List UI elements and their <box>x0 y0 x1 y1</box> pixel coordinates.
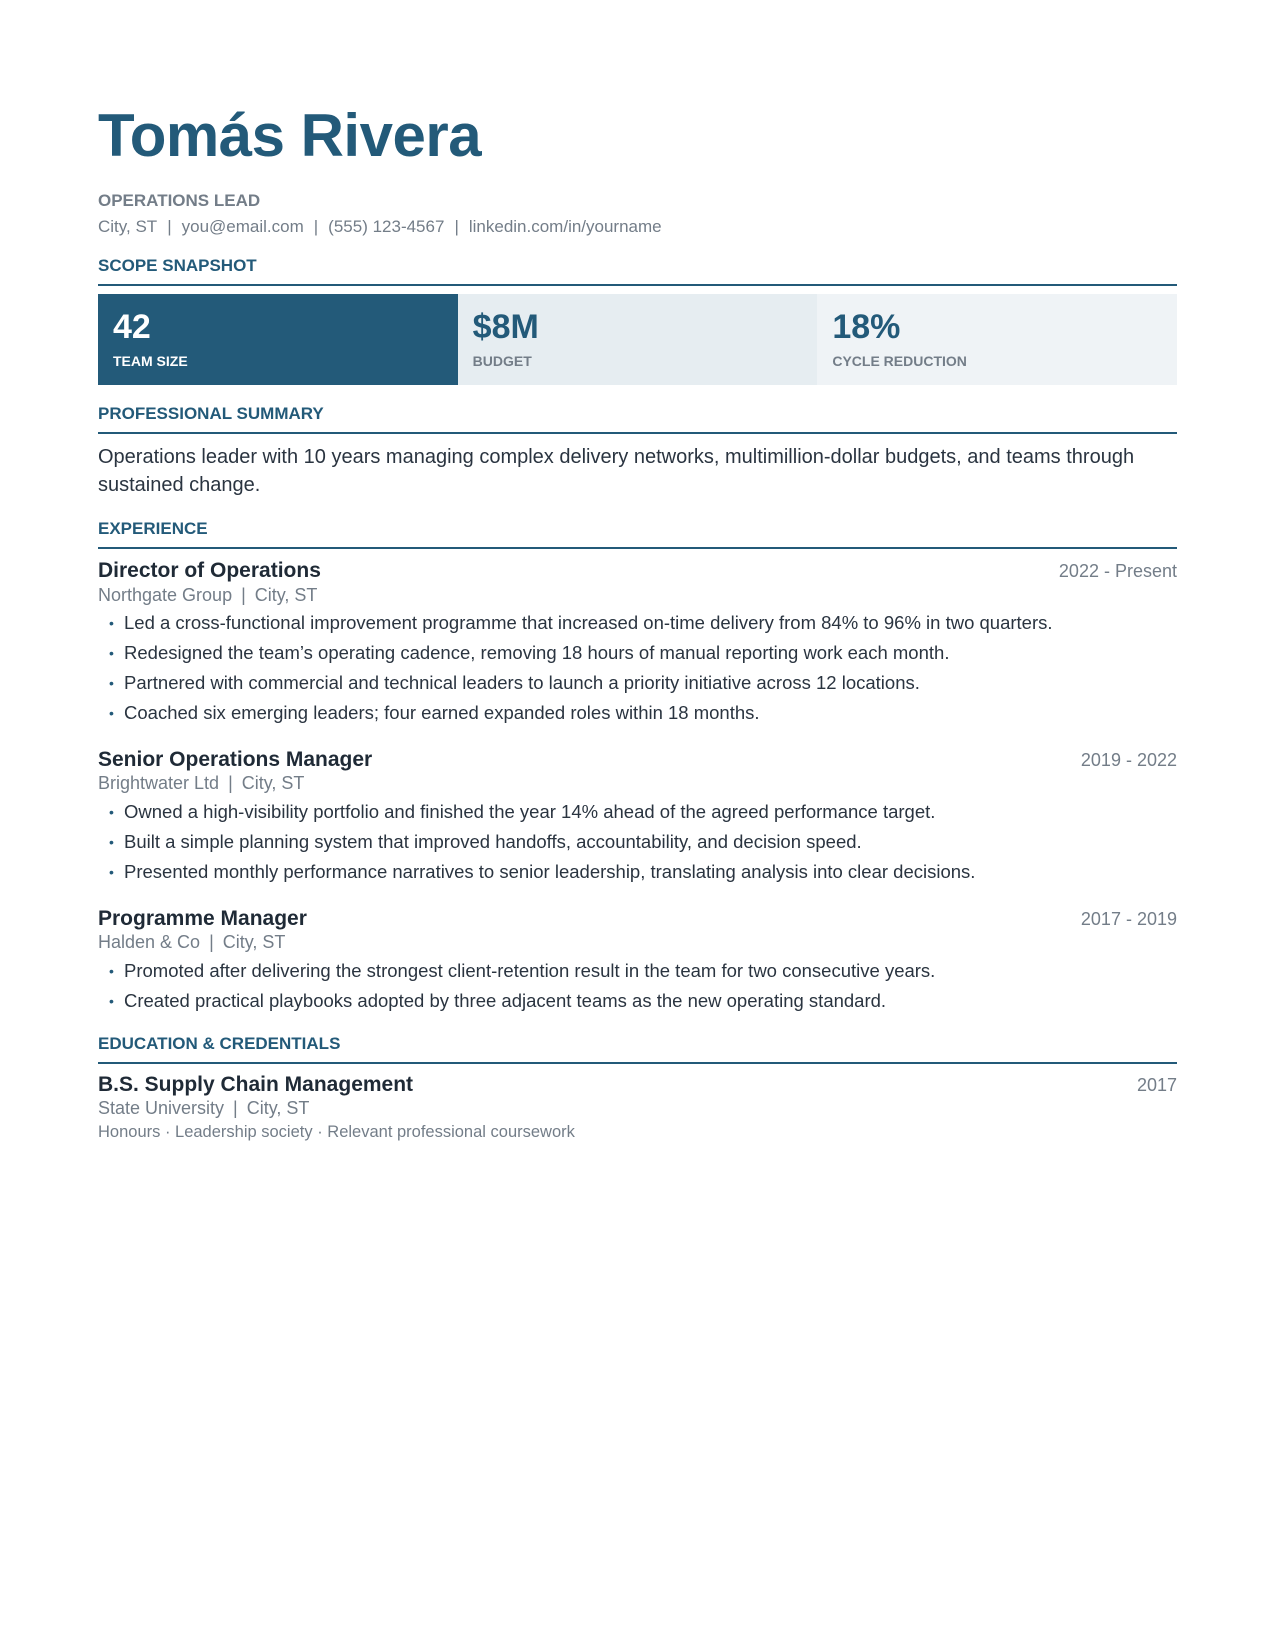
org-separator: | <box>233 1097 238 1118</box>
school-location: City, ST <box>246 1097 310 1118</box>
bullet-item <box>98 857 1177 887</box>
job-entry <box>98 558 1177 728</box>
job-header <box>98 558 1177 583</box>
contact-separator: | <box>167 217 172 236</box>
contact-separator: | <box>313 217 319 236</box>
contact-line <box>98 217 1177 237</box>
org-separator: | <box>241 584 246 605</box>
job-title: Programme Manager <box>98 906 307 930</box>
job-title: Director of Operations <box>98 559 321 583</box>
stat-team-size <box>98 294 458 385</box>
bullet-item <box>98 827 1177 857</box>
bullet-text: Owned a high-visibility portfolio and finished the year 14% ahead of the agreed performance target. <box>124 800 936 822</box>
education-year: 2017 <box>1136 1074 1177 1095</box>
bullet-item <box>98 638 1177 668</box>
education-school-line <box>98 1098 1177 1120</box>
contact-phone: (555) 123-4567 <box>328 217 445 236</box>
job-header <box>98 747 1177 772</box>
resume-content <box>98 92 1177 1142</box>
section-title: PROFESSIONAL SUMMARY <box>98 405 1177 434</box>
bullet-item <box>98 797 1177 827</box>
job-bullets <box>98 797 1177 887</box>
degree-title: B.S. Supply Chain Management <box>98 1072 414 1096</box>
job-entry <box>98 747 1177 887</box>
summary-text: Operations leader with 10 years managing complex delivery networks, multimillion-dollar budgets, and teams through sustained change. <box>98 446 1135 497</box>
job-company: Northgate Group <box>98 584 233 605</box>
scope-stats <box>98 294 1177 385</box>
job-entry <box>98 906 1177 1016</box>
bullet-dot-icon: • <box>109 962 114 979</box>
job-company: Halden & Co <box>98 932 201 953</box>
stat-value: 42 <box>113 308 151 347</box>
stat-value: $8M <box>472 308 539 347</box>
contact-location: City, ST <box>98 217 158 236</box>
bullet-item <box>98 608 1177 638</box>
bullet-text: Promoted after delivering the strongest client-retention result in the team for two consecutive years. <box>124 959 936 981</box>
job-header <box>98 906 1177 931</box>
job-organization <box>98 773 1177 795</box>
stat-value: 18% <box>832 308 901 347</box>
education-notes: Honours · Leadership society · Relevant professional coursework <box>98 1122 575 1141</box>
job-bullets <box>98 608 1177 728</box>
bullet-item <box>98 956 1177 986</box>
contact-linkedin[interactable]: linkedin.com/in/yourname <box>468 217 662 236</box>
bullet-item <box>98 986 1177 1016</box>
school-name: State University <box>98 1097 225 1118</box>
bullet-text: Led a cross-functional improvement programme that increased on-time delivery from 84% to 96% in two quarters. <box>124 612 1053 634</box>
job-bullets <box>98 956 1177 1016</box>
bullet-text: Built a simple planning system that improved handoffs, accountability, and decision speed. <box>124 830 862 852</box>
org-separator: | <box>228 773 233 794</box>
bullet-text: Redesigned the team’s operating cadence, removing 18 hours of manual reporting work each month. <box>124 642 950 664</box>
bullet-dot-icon: • <box>109 675 114 692</box>
scope-snapshot-section <box>98 257 1177 385</box>
candidate-name: Tomás Rivera <box>98 102 482 169</box>
contact-email[interactable]: you@email.com <box>181 217 304 236</box>
job-dates: 2022 - Present <box>1058 561 1177 582</box>
bullet-dot-icon: • <box>109 803 114 820</box>
bullet-text: Presented monthly performance narratives to senior leadership, translating analysis into clear decisions. <box>124 860 976 882</box>
resume-header <box>98 102 1177 237</box>
job-organization <box>98 932 1177 954</box>
stat-budget <box>458 294 818 385</box>
stat-label: CYCLE REDUCTION <box>832 353 967 370</box>
job-organization <box>98 585 1177 607</box>
job-location: City, ST <box>222 932 286 953</box>
job-dates: 2019 - 2022 <box>1080 750 1177 771</box>
bullet-text: Created practical playbooks adopted by three adjacent teams as the new operating standard. <box>124 989 887 1011</box>
job-dates: 2017 - 2019 <box>1080 908 1177 929</box>
contact-separator: | <box>454 217 459 236</box>
bullet-dot-icon: • <box>109 992 114 1009</box>
job-location: City, ST <box>241 773 305 794</box>
professional-summary-section <box>98 405 1177 499</box>
stat-label: TEAM SIZE <box>113 353 188 370</box>
education-section <box>98 1035 1177 1142</box>
job-company: Brightwater Ltd <box>98 773 220 794</box>
experience-section <box>98 520 1177 1015</box>
job-location: City, ST <box>254 584 318 605</box>
section-title: EXPERIENCE <box>98 520 1177 549</box>
section-title: SCOPE SNAPSHOT <box>98 257 1177 286</box>
bullet-dot-icon: • <box>109 833 114 850</box>
bullet-dot-icon: • <box>109 863 114 880</box>
bullet-text: Coached six emerging leaders; four earned expanded roles within 18 months. <box>124 702 760 724</box>
section-title: EDUCATION & CREDENTIALS <box>98 1035 1177 1064</box>
bullet-dot-icon: • <box>109 705 114 722</box>
education-header <box>98 1072 1177 1097</box>
job-title: Senior Operations Manager <box>98 748 373 772</box>
education-entry <box>98 1072 1177 1142</box>
bullet-dot-icon: • <box>109 645 114 662</box>
bullet-text: Partnered with commercial and technical leaders to launch a priority initiative across 12 locations. <box>124 672 920 694</box>
org-separator: | <box>209 932 214 953</box>
stat-cycle-reduction <box>817 294 1177 385</box>
stat-label: BUDGET <box>472 353 532 370</box>
candidate-headline: OPERATIONS LEAD <box>98 191 261 210</box>
bullet-item <box>98 698 1177 728</box>
bullet-item <box>98 668 1177 698</box>
bullet-dot-icon: • <box>109 615 114 632</box>
